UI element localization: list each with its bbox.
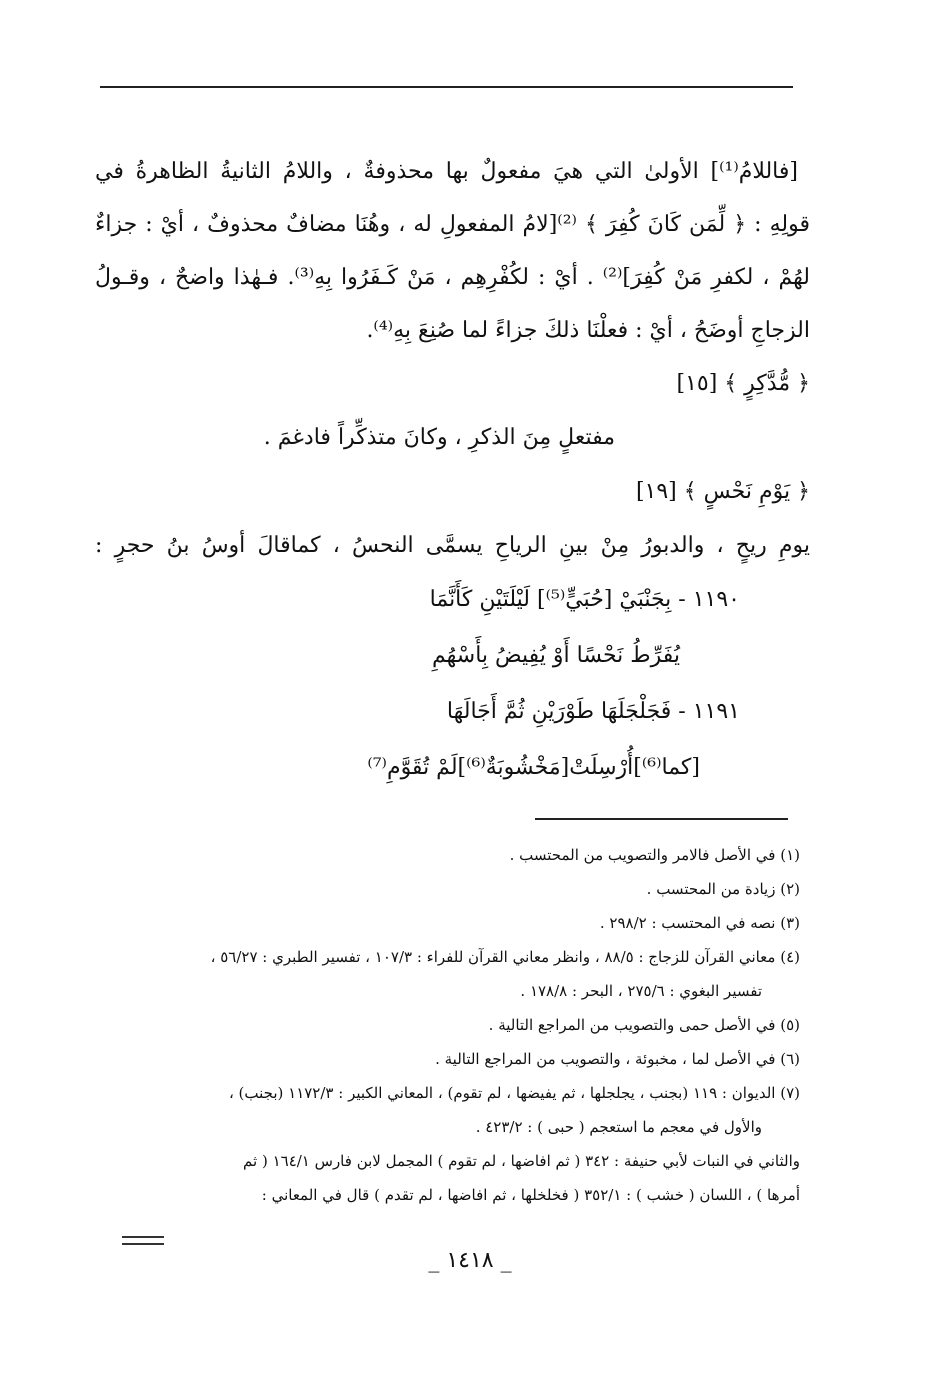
entry-text-1: مفتعلٍ مِنَ الذكرِ ، وكانَ متذكِّراً فادغمَ . xyxy=(263,425,615,450)
footnote-3: (٣) نصه في المحتسب : ٢٩٨/٢ . xyxy=(599,914,800,932)
body-line-2: قولِهِ : ﴿ لِّمَن كَانَ كُفِرَ ﴾ ⁽²⁾[لامُ المفعولِ له ، وهُنَا مضافٌ محذوفٌ ، أيْ : جزاءٌ xyxy=(95,212,810,237)
continuation-mark xyxy=(122,1236,164,1245)
verse-line-2: يُفَرِّطُ نَحْسًا أَوْ يُفِيضُ بِأَسْهُمِ xyxy=(432,643,680,668)
footnote-7: (٧) الديوان : ١١٩ (بجنب ، يجلجلها ، ثم يفيضها ، لم تقوم) ، المعاني الكبير : ١١٧٢/٣ (بجنب) ، xyxy=(228,1084,800,1102)
quran-heading-2: ﴿ يَوْمِ نَحْسٍ ﴾ [١٩] xyxy=(635,479,810,504)
footnote-7-cont-2: والثاني في النبات لأبي حنيفة : ٣٤٢ ( ثم افاضها ، لم تقوم ) المجمل لابن فارس ١٦٤/١ ( ثم xyxy=(243,1152,800,1170)
footnote-4: (٤) معاني القرآن للزجاج : ٨٨/٥ ، وانظر معاني القرآن للفراء : ١٠٧/٣ ، تفسير الطبري : ٥٦/٢٧ ، xyxy=(210,948,800,966)
footnotes xyxy=(90,838,800,1212)
body-line-3: لهُمْ ، لكفرِ مَنْ كُفِرَ]⁽²⁾ . أيْ : لكُفْرِهِم ، مَنْ كَـفَرُوا بِهِ⁽³⁾. فـهٰذا واضحٌ ، وقـولُ xyxy=(95,265,810,290)
quran-heading-1: ﴿ مُّدَّكِرٍ ﴾ [١٥] xyxy=(676,371,810,396)
footnote-2: (٢) زيادة من المحتسب . xyxy=(646,880,800,898)
footnote-7-cont: والأول في معجم ما استعجم ( حبى ) : ٤٢٣/٢ . xyxy=(475,1118,762,1136)
footnote-1: (١) في الأصل فالامر والتصويب من المحتسب . xyxy=(509,846,800,864)
body-line-4: الزجاجِ أوضَحُ ، أيْ : فعلْنَا ذلكَ جزاءً لما صُنِعَ بِهِ⁽⁴⁾. xyxy=(366,318,810,343)
page-number: _ ١٤١٨ _ xyxy=(428,1248,512,1273)
footnote-7-cont-3: أمرها ) ، اللسان ( خشب ) : ٣٥٢/١ ( فخلخلها ، ثم افاضها ، لم تقدم ) قال في المعاني : xyxy=(261,1186,800,1204)
body-line-1: [فاللامُ⁽¹⁾] الأولىٰ التي هيَ مفعولٌ بها محذوفةٌ ، واللامُ الثانيةُ الظاهرةُ في xyxy=(95,159,798,184)
body-line-5: يومِ ريحٍ ، والدبورُ مِنْ بينِ الرياحِ يسمَّى النحسُ ، كماقالَ أوسُ بنُ حجرٍ : xyxy=(95,533,810,558)
footnote-rule xyxy=(535,818,788,820)
footnote-5: (٥) في الأصل حمى والتصويب من المراجع التالية . xyxy=(488,1016,800,1034)
verse-line-1: ١١٩٠ - بِجَنْبَيْ [حُبَيٍّ⁽⁵⁾] لَيْلَتَيْنِ كَأَنَّمَا xyxy=(429,587,740,612)
verse-line-4: [كما⁽⁶⁾]أُرْسِلَتْ[مَخْشُوبَةٌ⁽⁶⁾]لَمْ تُقَوَّمِ⁽⁷⁾ xyxy=(367,755,700,780)
main-text xyxy=(95,145,810,796)
footnote-4-cont: تفسير البغوي : ٢٧٥/٦ ، البحر : ١٧٨/٨ . xyxy=(520,982,762,1000)
footnote-6: (٦) في الأصل لما ، مخبوئة ، والتصويب من المراجع التالية . xyxy=(435,1050,800,1068)
verse-line-3: ١١٩١ - فَجَلْجَلَهَا طَوْرَيْنِ ثُمَّ أَجَالَهَا xyxy=(446,699,740,724)
top-rule xyxy=(100,86,793,88)
